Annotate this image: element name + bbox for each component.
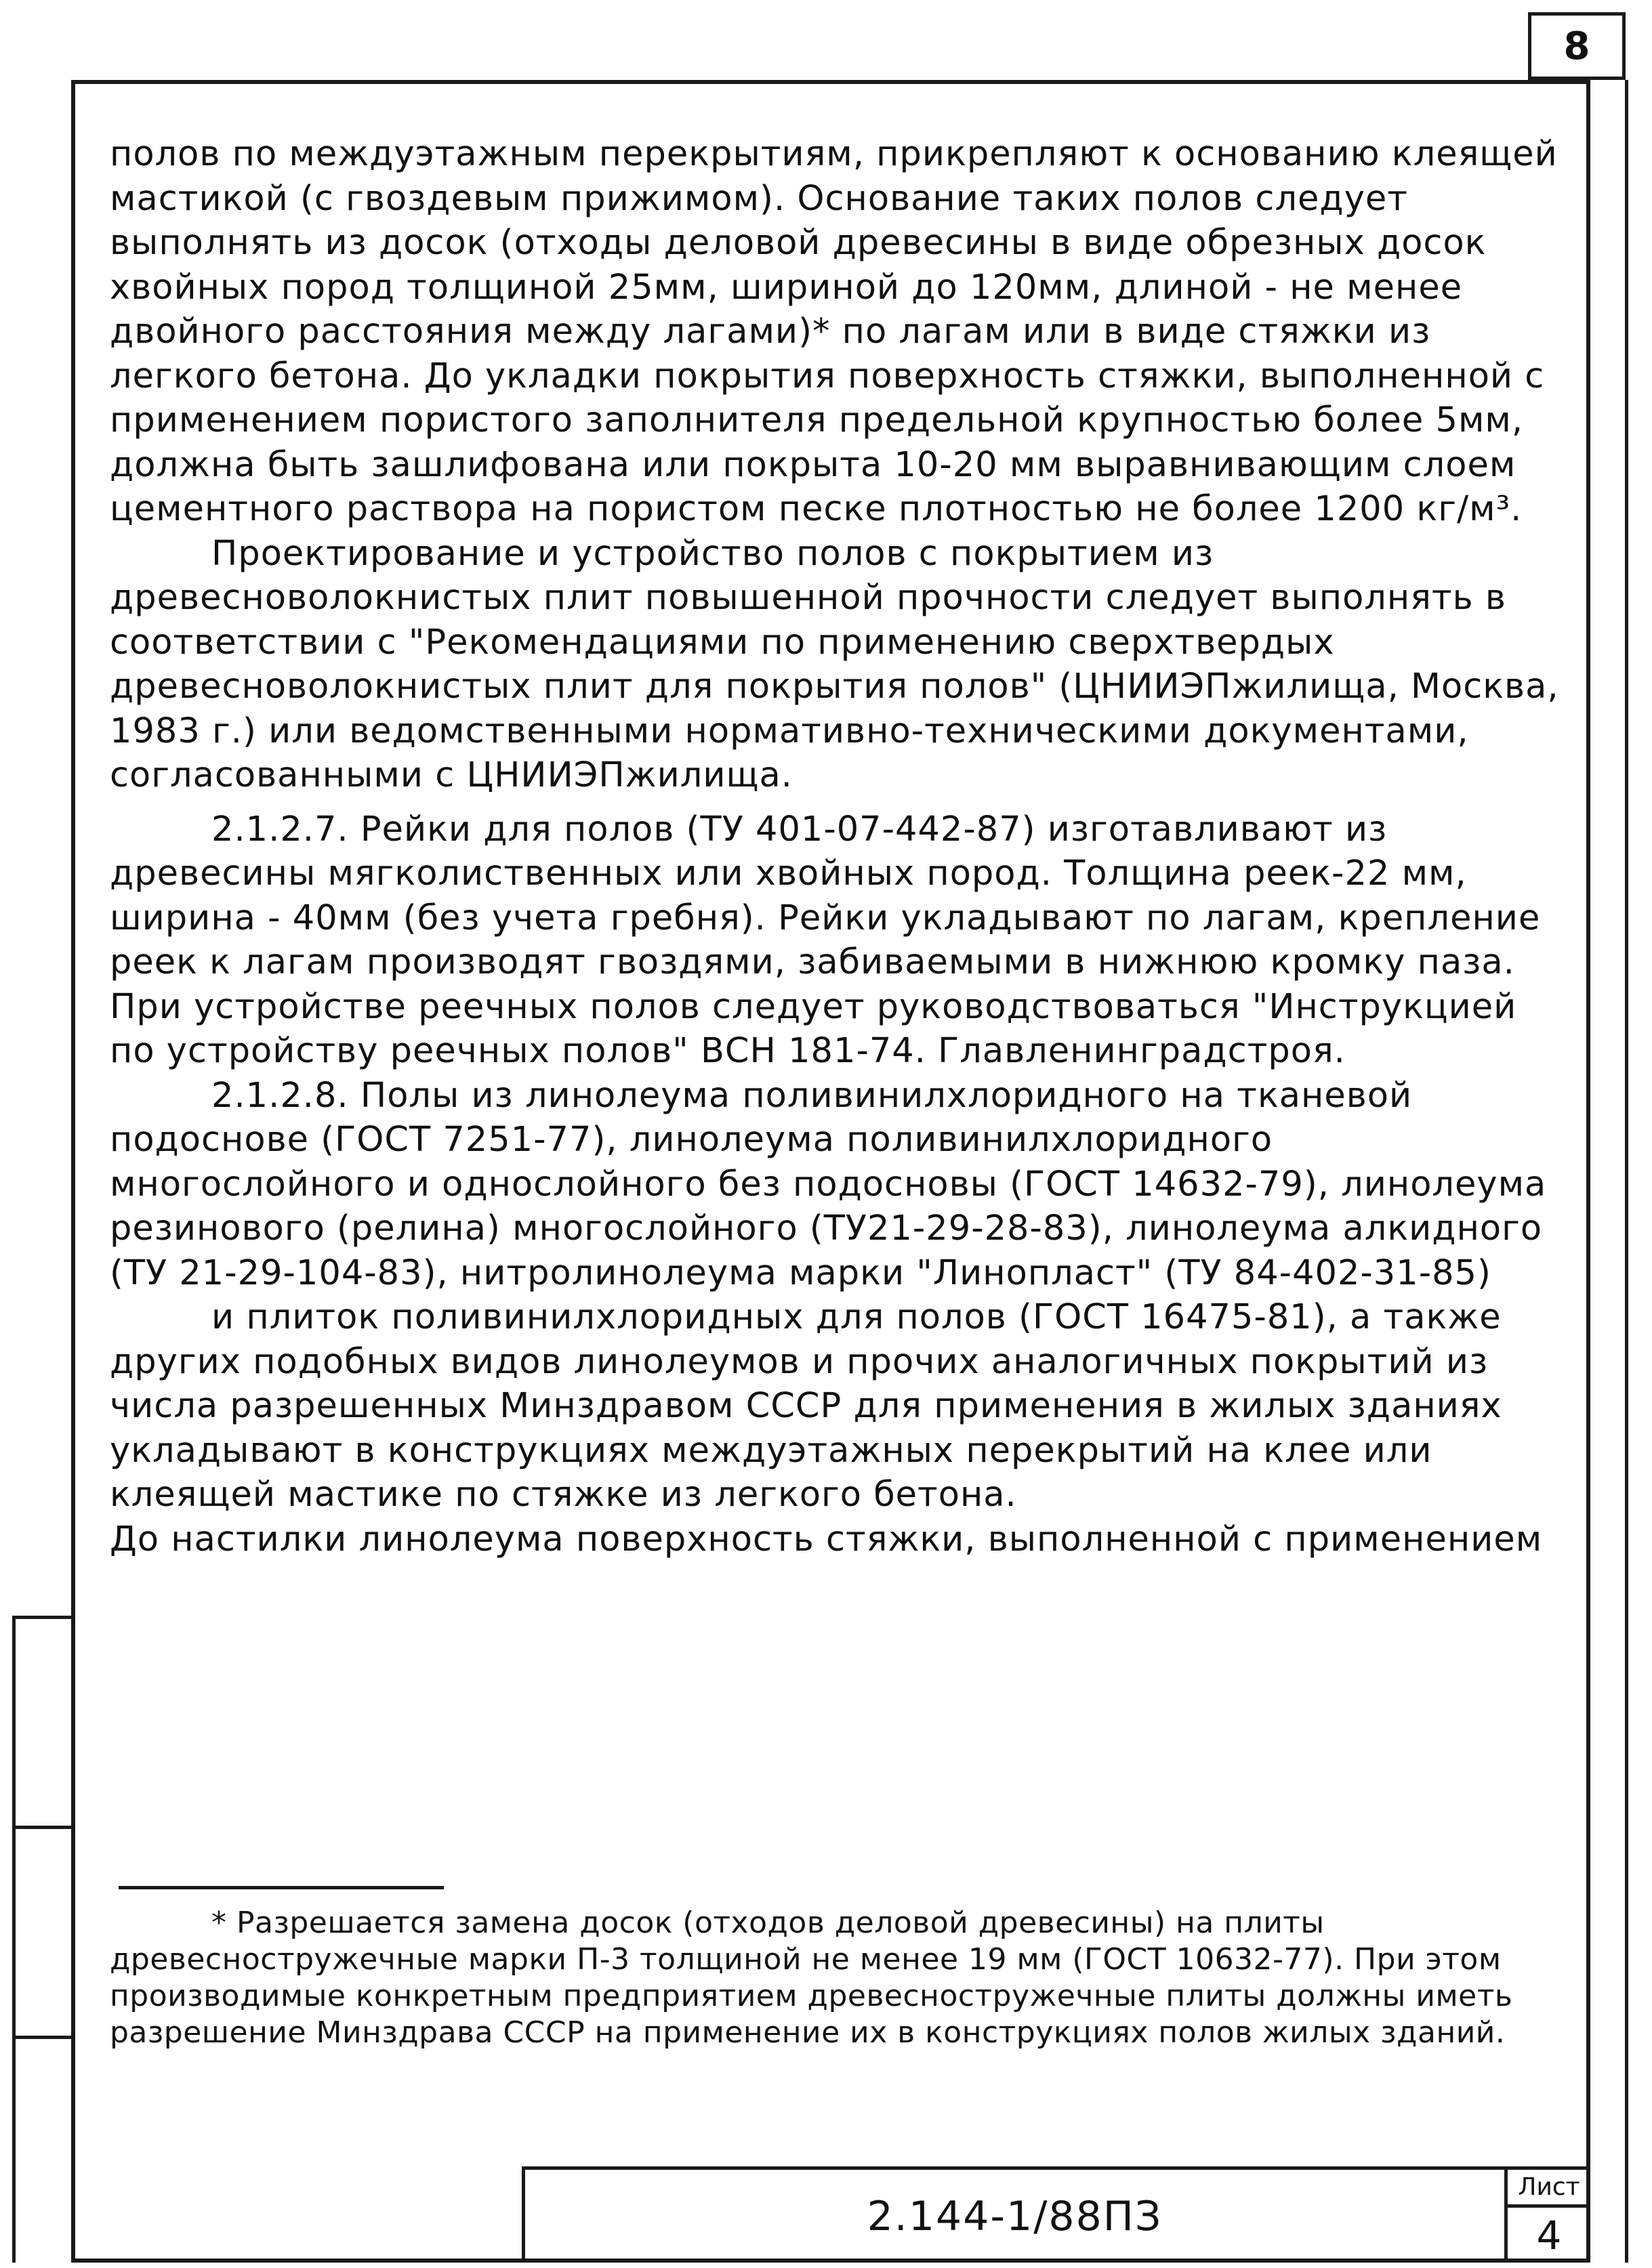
- sheet-label: Лист: [1518, 2173, 1580, 2201]
- paragraph-2-1-2-7: 2.1.2.7. Рейки для полов (ТУ 401-07-442-87) изготавливают из древесины мягколиственных или хвойных пород. Толщина реек-22 мм, ширина - 40мм (без учета гребня). Рейки укладывают по лагам, крепление реек к лагам производят гвоздями, забиваемыми в нижнюю кромку паза. При устройстве реечных полов следует руководствоваться "Инструкцией по устройству реечных полов" ВСН 181-74. Главленинградстроя.: [110, 809, 1541, 1071]
- body-text: [110, 132, 1560, 1561]
- footnote-text: * Разрешается замена досок (отходов деловой древесины) на плиты древесностружечные марки П-3 толщиной не менее 19 мм (ГОСТ 10632-77). При этом производимые конкретным предприятием древесностружечные плиты должны иметь разрешение Минздрава СССР на применение их в конструкциях полов жилых зданий.: [110, 1906, 1513, 2050]
- left-stamp-tick: [12, 1616, 73, 1619]
- sheet-number: 4: [1536, 2212, 1562, 2259]
- left-stamp-tick: [12, 2036, 73, 2039]
- paragraph-2-1-2-8: 2.1.2.8. Полы из линолеума поливинилхлоридного на тканевой подоснове (ГОСТ 7251-77), линолеума поливинилхлоридного многослойного и однослойного без подосновы (ГОСТ 14632-79), линолеума резинового (релина) многослойного (ТУ21-29-28-83), линолеума алкидного (ТУ 21-29-104-83), нитролинолеума марки "Линопласт" (ТУ 84-402-31-85): [110, 1075, 1547, 1293]
- page-number: 8: [1528, 12, 1626, 80]
- paragraph-fiberboard: Проектирование и устройство полов с покрытием из древесноволокнистых плит повышенной прочности следует выполнять в соответствии с "Рекомендациями по применению сверхтвердых древесноволокнистых плит для покрытия полов" (ЦНИИЭПжилища, Москва, 1983 г.) или ведомственными нормативно-техническими документами, согласованными с ЦНИИЭПжилища.: [110, 533, 1559, 795]
- paragraph-pvc-tiles: и плиток поливинилхлоридных для полов (ГОСТ 16475-81), а также других подобных видов линолеумов и прочих аналогичных покрытий из числа разрешенных Минздравом СССР для применения в жилых зданиях укладывают в конструкциях междуэтажных перекрытий на клее или клеящей мастике по стяжке из легкого бетона.: [110, 1297, 1502, 1515]
- outer-frame-right-line: [1625, 80, 1628, 2263]
- paragraph-linoleum-laying: До настилки линолеума поверхность стяжки, выполненной с применением: [110, 1519, 1543, 1559]
- footnote: [110, 1905, 1560, 2051]
- document-code: 2.144-1/88ПЗ: [867, 2192, 1163, 2240]
- footnote-rule: [119, 1886, 444, 1889]
- left-stamp-tick: [12, 1826, 73, 1829]
- left-stamp-line: [12, 1616, 16, 2263]
- paragraph-floors-base: полов по междуэтажным перекрытиям, прикрепляют к основанию клеящей мастикой (с гвоздевым прижимом). Основание таких полов следует выполнять из досок (отходы деловой древесины в виде обрезных досок хвойных пород толщиной 25мм, шириной до 120мм, длиной - не менее двойного расстояния между лагами)* по лагам или в виде стяжки из легкого бетона. До укладки покрытия поверхность стяжки, выполненной с применением пористого заполнителя предельной крупностью более 5мм, должна быть зашлифована или покрыта 10-20 мм выравнивающим слоем цементного раствора на пористом песке плотностью не более 1200 кг/м³.: [110, 134, 1558, 529]
